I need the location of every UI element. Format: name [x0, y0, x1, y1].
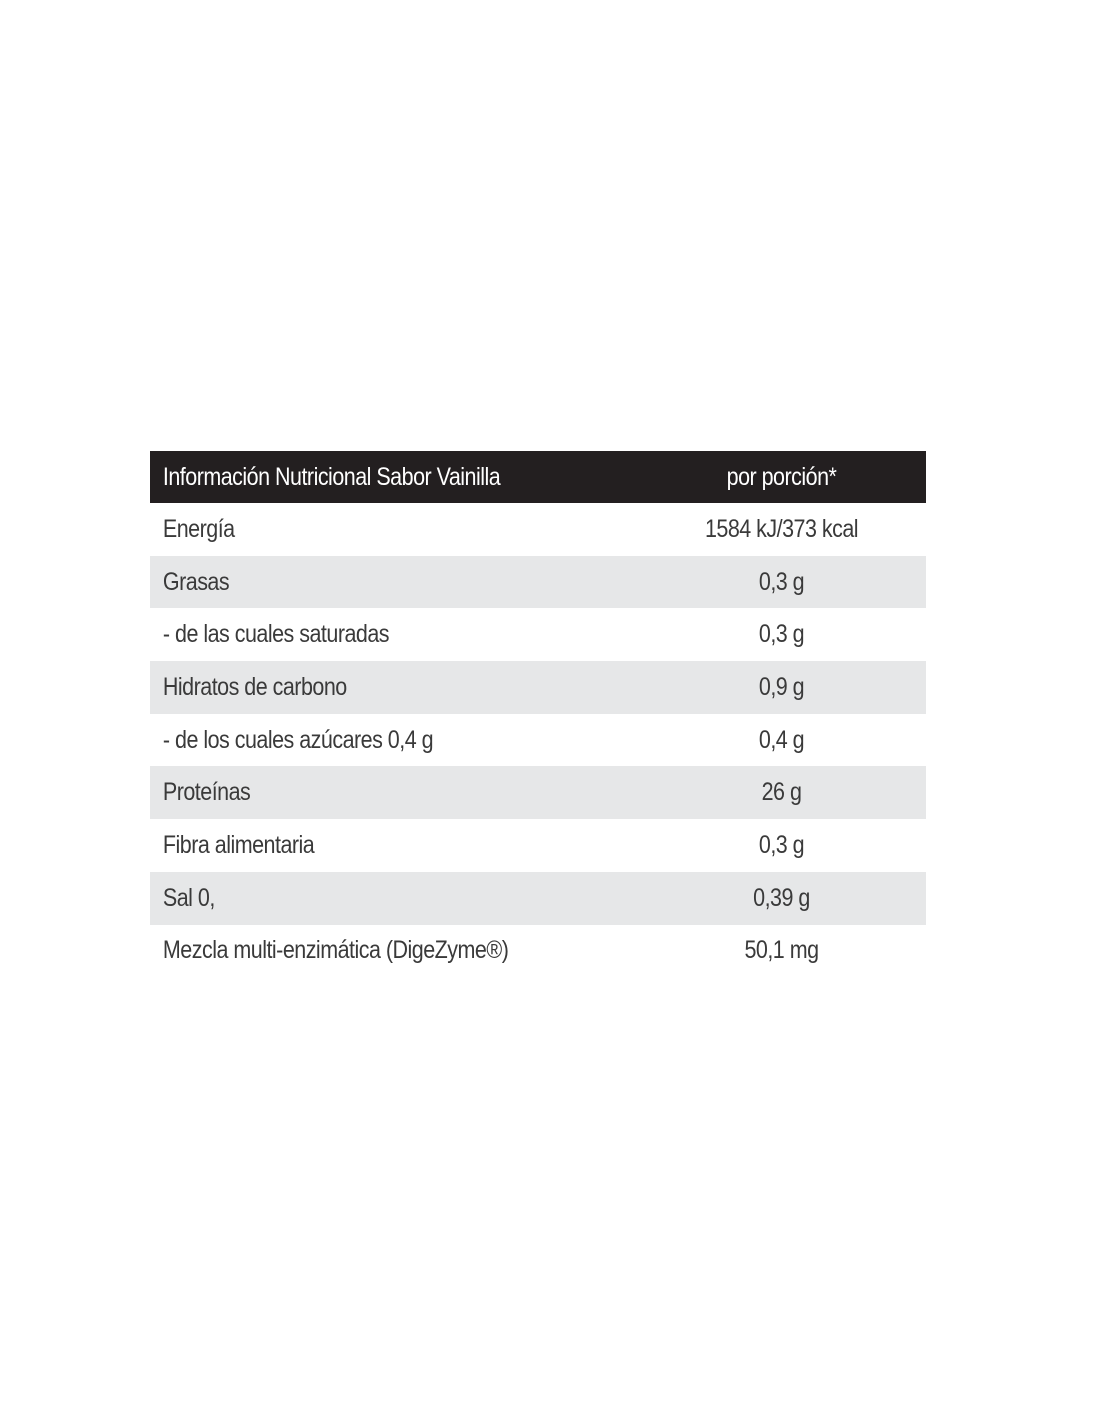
table-row	[150, 503, 926, 556]
row-value: 0,3 g	[758, 620, 805, 649]
row-value: 0,9 g	[758, 672, 805, 701]
header-value: por porción*	[726, 462, 837, 491]
table-row	[150, 661, 926, 714]
row-label: Grasas	[162, 567, 230, 596]
table-row	[150, 556, 926, 609]
row-label: Sal 0,	[162, 883, 215, 912]
table-row	[150, 608, 926, 661]
row-label: Mezcla multi-enzimática (DigeZyme®)	[162, 936, 509, 965]
row-value: 0,3 g	[758, 830, 805, 859]
header-label: Información Nutricional Sabor Vainilla	[162, 462, 501, 491]
row-value: 50,1 mg	[744, 936, 819, 965]
row-label: Energía	[162, 514, 235, 543]
row-value: 0,4 g	[758, 725, 805, 754]
row-label: Fibra alimentaria	[162, 830, 315, 859]
table-row	[150, 872, 926, 925]
table-row	[150, 766, 926, 819]
table-row	[150, 819, 926, 872]
row-value: 26 g	[761, 778, 802, 807]
table-row	[150, 714, 926, 767]
row-label: - de los cuales azúcares 0,4 g	[162, 725, 434, 754]
table-row	[150, 925, 926, 978]
row-value: 1584 kJ/373 kcal	[704, 514, 859, 543]
row-label: Hidratos de carbono	[162, 672, 347, 701]
row-label: Proteínas	[162, 778, 251, 807]
nutrition-table	[150, 451, 926, 977]
row-value: 0,3 g	[758, 567, 805, 596]
row-value: 0,39 g	[753, 883, 810, 912]
row-label: - de las cuales saturadas	[162, 620, 390, 649]
table-header	[150, 451, 926, 503]
